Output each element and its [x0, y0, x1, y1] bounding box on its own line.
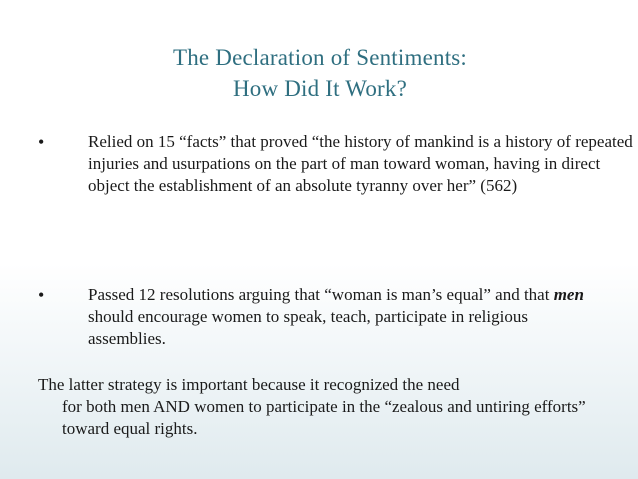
bullet-text-facts: Relied on 15 “facts” that proved “the history of mankind is a history of repeated injuries and usurpations on the part of man toward woman, having in direct object the establishment of an absolute tyranny over her” (562) [88, 132, 633, 195]
slide-title-line-1: The Declaration of Sentiments: [172, 45, 468, 70]
slide-title [80, 42, 560, 104]
bullet-text-before: Passed 12 resolutions arguing that “woman is man’s equal” and that [88, 285, 554, 304]
bullet-icon: • [38, 132, 45, 152]
slide-title-line-2: How Did It Work? [232, 76, 408, 101]
bullet-icon: • [38, 285, 45, 305]
conclusion-paragraph [38, 374, 608, 440]
bullet-text-resolutions [88, 284, 608, 350]
bullet-text-after: should encourage women to speak, teach, participate in religious assemblies. [88, 307, 528, 348]
emphasis-men: men [553, 285, 584, 304]
conclusion-first-line: The latter strategy is important because it recognized the need [38, 375, 460, 394]
conclusion-rest: for both men AND women to participate in the “zealous and untiring efforts” toward equal rights. [62, 397, 586, 438]
